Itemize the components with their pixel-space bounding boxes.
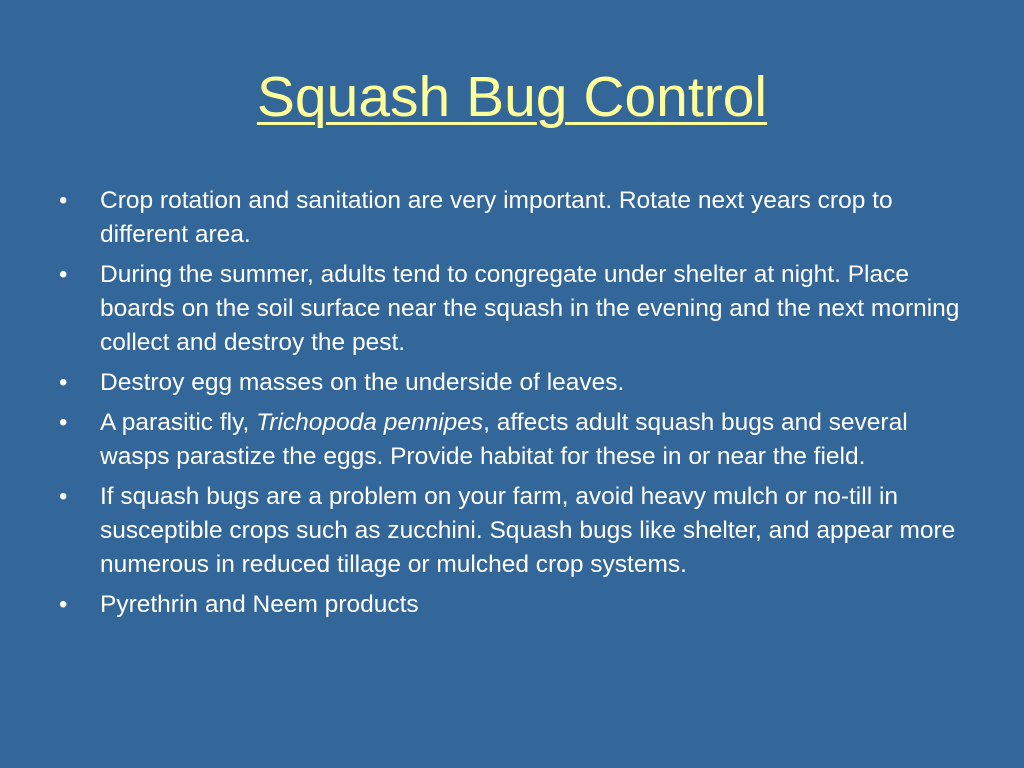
- bullet-marker: •: [59, 187, 68, 214]
- bullet-marker: •: [59, 409, 68, 436]
- bullet-marker: •: [59, 369, 68, 396]
- bullet-marker: •: [59, 261, 68, 288]
- bullet-text: Destroy egg masses on the underside of leaves.: [100, 369, 625, 396]
- bullet-text-prefix: A parasitic fly,: [100, 409, 257, 436]
- slide-title: Squash Bug Control: [256, 65, 768, 129]
- bullet-item: [54, 184, 974, 252]
- species-name: Trichopoda pennipes: [256, 409, 484, 436]
- bullet-text: If squash bugs are a problem on your farm, avoid heavy mulch or no-till in susceptible crops such as zucchini. Squash bugs like shelter, and appear more numerous in reduced tillage or mulched crop systems.: [100, 483, 956, 578]
- bullet-item: [54, 480, 974, 582]
- bullet-text-suffix: , affects adult squash bugs and several wasps parastize the eggs. Provide habitat for these in or near the field.: [100, 409, 908, 470]
- bullet-item: [54, 588, 974, 622]
- bullet-marker: •: [59, 591, 68, 618]
- bullet-marker: •: [59, 483, 68, 510]
- bullet-item: [54, 406, 974, 474]
- bullet-item: [54, 366, 974, 400]
- bullet-text: Crop rotation and sanitation are very important. Rotate next years crop to different area.: [100, 187, 893, 248]
- bullet-item: [54, 258, 974, 360]
- bullet-list: [54, 184, 974, 628]
- bullet-text: Pyrethrin and Neem products: [100, 591, 419, 618]
- bullet-text: During the summer, adults tend to congregate under shelter at night. Place boards on the soil surface near the squash in the evening and the next morning collect and destroy the pest.: [100, 261, 960, 356]
